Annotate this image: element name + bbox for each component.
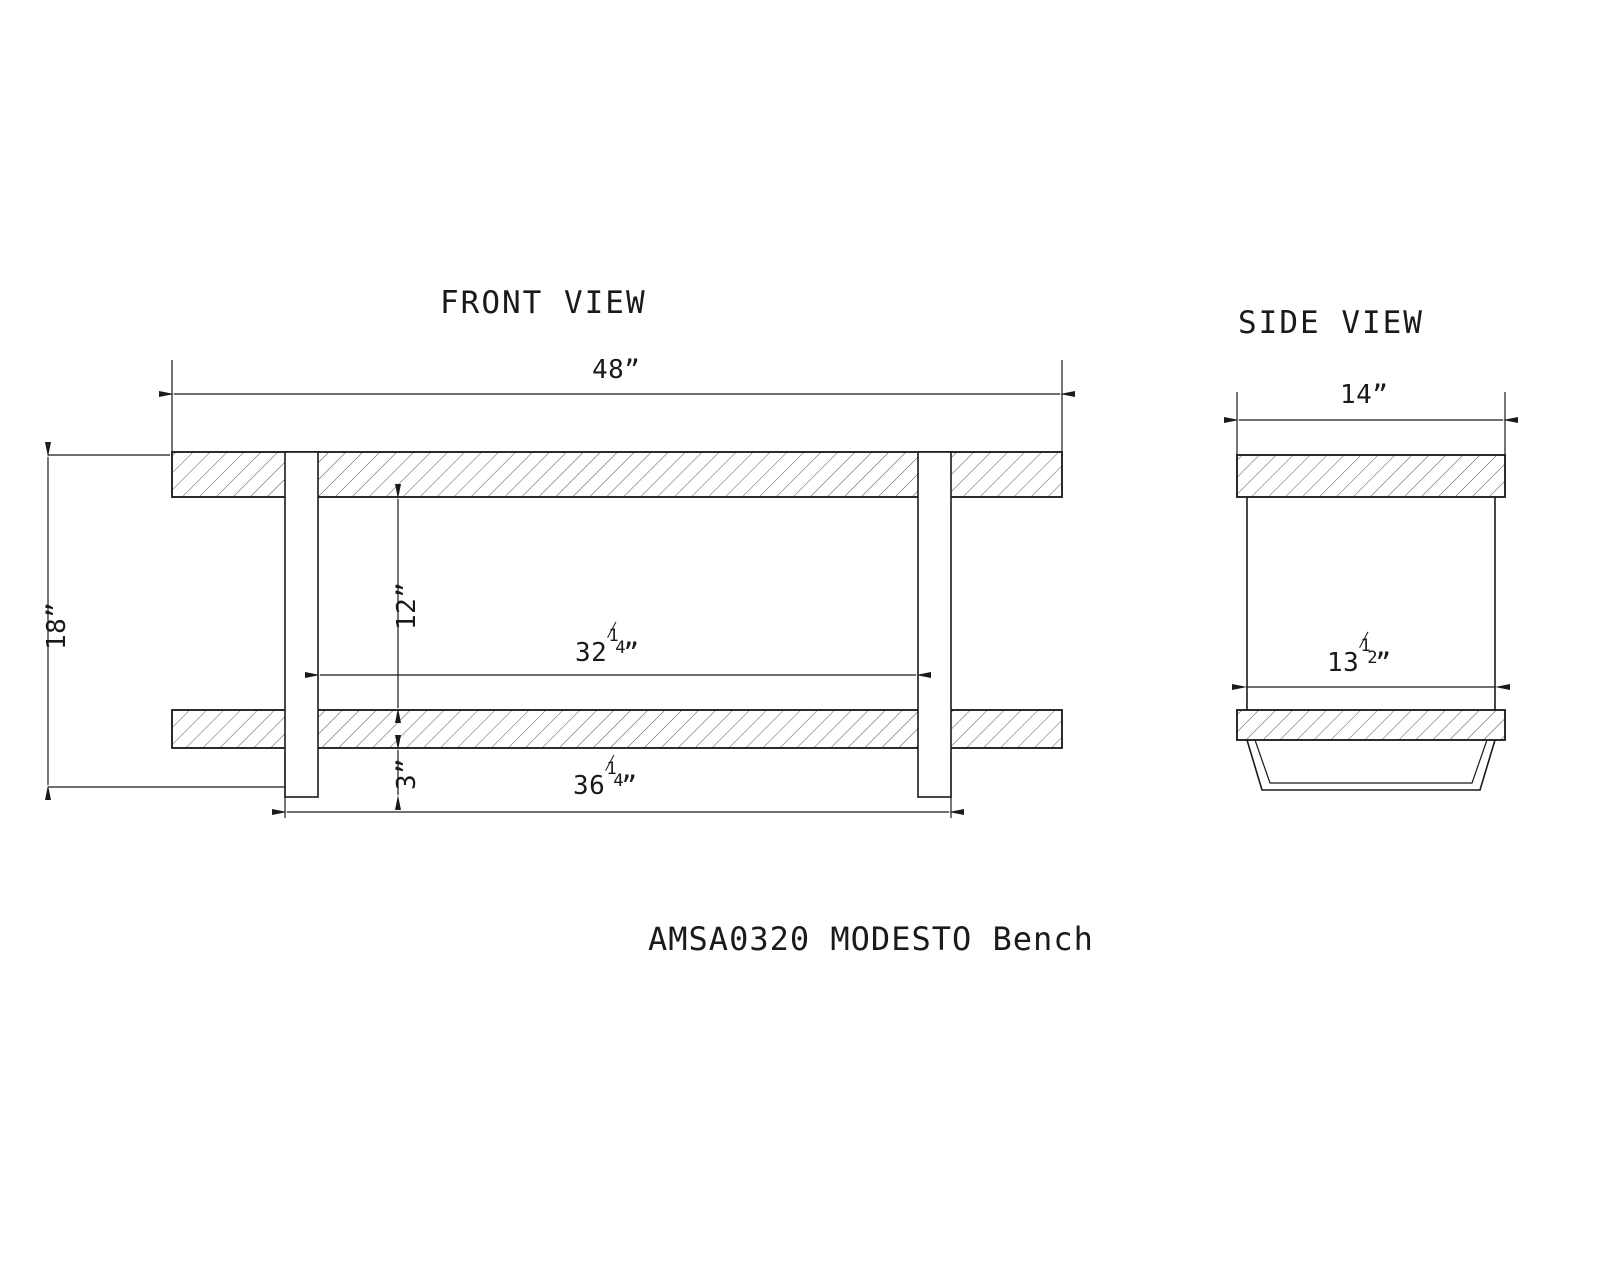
dimension-side-inner-depth-whole: 13	[1327, 648, 1360, 678]
dimension-front-inner-clear-whole: 32	[575, 638, 608, 668]
fraction-denominator: 4	[613, 771, 625, 792]
fraction-numerator: 1	[1360, 636, 1372, 657]
dimension-front-inner-clear	[575, 626, 640, 668]
dimension-front-overall-width: 48”	[592, 355, 641, 385]
dimension-front-shelf-gap: 12”	[392, 581, 422, 630]
fraction-numerator: 1	[608, 626, 620, 647]
fraction-denominator: 2	[1367, 648, 1379, 669]
fraction-numerator: 1	[606, 759, 618, 780]
dimension-front-shelf-to-floor: 3”	[392, 757, 422, 790]
drawing-caption: AMSA0320 MODESTO Bench	[648, 920, 1094, 958]
fraction-one-quarter	[605, 759, 625, 794]
front-view-geometry	[172, 452, 1062, 797]
side-view-title: SIDE VIEW	[1238, 305, 1424, 341]
dimension-lines	[48, 360, 1505, 818]
fraction-one-quarter	[607, 626, 627, 661]
side-view-geometry	[1237, 455, 1505, 790]
dimension-side-inner-depth-unit: ”	[1375, 648, 1392, 678]
dimension-side-inner-depth	[1327, 636, 1392, 678]
dimension-front-leg-span-unit: ”	[621, 771, 638, 801]
fraction-denominator: 4	[615, 638, 627, 659]
dimension-front-overall-height: 18”	[42, 601, 72, 650]
front-view-title: FRONT VIEW	[440, 285, 647, 321]
fraction-one-half	[1359, 636, 1379, 671]
dimension-side-overall-depth: 14”	[1340, 380, 1389, 410]
dimension-front-inner-clear-unit: ”	[623, 638, 640, 668]
dimension-front-leg-span-whole: 36	[573, 771, 606, 801]
dimension-front-leg-span	[573, 759, 638, 801]
